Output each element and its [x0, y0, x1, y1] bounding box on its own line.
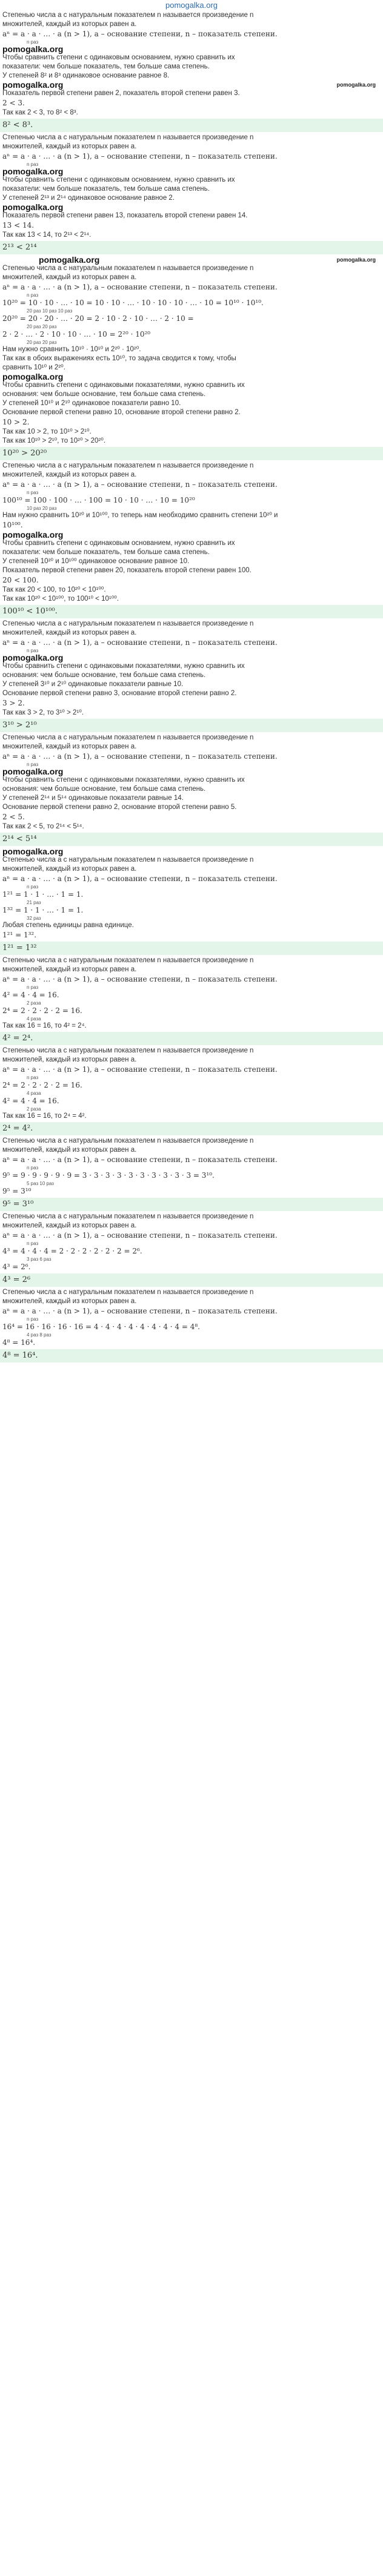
site-title[interactable]: pomogalka.org	[165, 1, 218, 10]
formula-under-label: 4 раз 8 раз	[27, 1332, 52, 1338]
rule-line: Любая степень единицы равна единице.	[2, 922, 134, 929]
definition-formula: aⁿ = a · a · … · a (n > 1), a – основание степени, n – показатель степени.	[2, 30, 278, 38]
watermark-logo: pomogalka.org	[2, 202, 64, 212]
formula-under-label: 10 раз 20 раз	[27, 506, 57, 511]
watermark-logo: pomogalka.org	[2, 167, 64, 176]
formula-under-label: 3 раз 6 раз	[27, 1257, 52, 1262]
step-line: Нам нужно сравнить 10¹⁰ · 10¹⁰ и 2²⁰ · 10²⁰.	[2, 346, 141, 353]
definition-line-2: множителей, каждый из которых равен a.	[2, 743, 137, 750]
rule-line-2: показатели: чем больше показатель, тем больше сама степень.	[2, 549, 210, 556]
answer-highlight: 2¹⁴ < 5¹⁴	[0, 833, 383, 846]
step-line: У степеней 8² и 8³ одинаковое основание равное 8.	[2, 72, 170, 79]
solution-block-8	[2, 956, 381, 1045]
step-line: 10¹⁰⁰.	[2, 521, 23, 529]
solution-block-1	[2, 11, 381, 132]
definition-formula: aⁿ = a · a · … · a (n > 1), a – основание степени, n – показатель степени.	[2, 1155, 278, 1164]
formula-line: 20²⁰ = 20 · 20 · … · 20 = 2 · 10 · 2 · 10 · … · 2 · 10 =	[2, 314, 194, 323]
watermark-logo: pomogalka.org	[2, 530, 64, 540]
step-line: 9⁵ = 3¹⁰	[2, 1187, 32, 1195]
formula-under-label: 20 раз 20 раз	[27, 324, 57, 329]
formula-line: 16⁴ = 16 · 16 · 16 · 16 = 4 · 4 · 4 · 4 · 4 · 4 · 4 · 4 = 4⁸.	[2, 1323, 200, 1331]
step-line: Так как 13 < 14, то 2¹³ < 2¹⁴.	[2, 231, 92, 239]
definition-line-1: Степенью числа a с натуральным показателем n называется произведение n	[2, 856, 254, 864]
step-line: 10 > 2.	[2, 418, 30, 426]
rule-line-1: Чтобы сравнить степени с одинаковыми показателями, нужно сравнить их	[2, 776, 245, 784]
solution-block-12	[2, 1288, 381, 1362]
rule-line-1: Чтобы сравнить степени с одинаковым основанием, нужно сравнить их	[2, 176, 235, 183]
formula-line: 1²¹ = 1 · 1 · … · 1 = 1.	[2, 890, 84, 899]
step-line: сравнить 10¹⁰ и 2²⁰.	[2, 364, 65, 371]
formula-line: 2 · 2 · … · 2 · 10 · 10 · … · 10 = 2²⁰ · 10²⁰	[2, 330, 151, 339]
step-line: Так как в обоих выражениях есть 10¹⁰, то задача сводится к тому, чтобы	[2, 355, 236, 362]
definition-formula: aⁿ = a · a · … · a (n > 1), a – основание степени, n – показатель степени.	[2, 283, 278, 291]
definition-under-label: n раз	[27, 292, 39, 298]
step-line: Показатель первой степени равен 2, показатель второй степени равен 3.	[2, 90, 240, 97]
formula-under-label: 5 раз 10 раз	[27, 1181, 54, 1186]
definition-line-2: множителей, каждый из которых равен a.	[2, 1222, 137, 1229]
solution-block-10	[2, 1137, 381, 1211]
answer-highlight: 9⁵ = 3¹⁰	[0, 1198, 383, 1211]
answer-highlight: 3¹⁰ > 2¹⁰	[0, 719, 383, 732]
step-line: Показатель первой степени равен 13, показатель второй степени равен 14.	[2, 212, 248, 219]
formula-line: 1³² = 1 · 1 · … · 1 = 1.	[2, 906, 84, 914]
rule-line-2: показатели: чем больше показатель, тем больше сама степень.	[2, 185, 210, 193]
formula-line: 2⁴ = 2 · 2 · 2 · 2 = 16.	[2, 1081, 82, 1089]
definition-formula: aⁿ = a · a · … · a (n > 1), a – основание степени, n – показатель степени.	[2, 152, 278, 160]
definition-line-1: Степенью числа a с натуральным показателем n называется произведение n	[2, 1137, 254, 1144]
solutions-content	[0, 11, 383, 1362]
definition-under-label: n раз	[27, 1075, 39, 1080]
solution-block-4	[2, 461, 381, 618]
step-line: Основание первой степени равно 10, основание второй степени равно 2.	[2, 409, 241, 416]
definition-line-2: множителей, каждый из которых равен a.	[2, 966, 137, 973]
definition-line-1: Степенью числа a с натуральным показателем n называется произведение n	[2, 734, 254, 741]
watermark-logo: pomogalka.org	[2, 372, 64, 381]
rule-line-1: Чтобы сравнить степени с одинаковым основанием, нужно сравнить их	[2, 54, 235, 61]
step-line: Так как 10²⁰ < 10¹⁰⁰, то 100¹⁰ < 10¹⁰⁰.	[2, 595, 119, 603]
definition-line-1: Степенью числа a с натуральным показателем n называется произведение n	[2, 1047, 254, 1054]
step-line: У степеней 10¹⁰ и 2¹⁰ одинаковое показатели равно 10.	[2, 400, 181, 407]
step-line: Так как 16 = 16, то 4² = 2⁴.	[2, 1022, 87, 1029]
step-line: 20 < 100.	[2, 576, 39, 584]
answer-highlight: 2⁴ = 4².	[0, 1122, 383, 1135]
step-line: Так как 16 = 16, то 2⁴ = 4².	[2, 1112, 87, 1120]
rule-line-2: основания: чем больше основание, тем больше сама степень.	[2, 391, 206, 398]
rule-line-2: основания: чем больше основание, тем больше сама степень.	[2, 785, 206, 793]
definition-under-label: n раз	[27, 162, 39, 167]
definition-formula: aⁿ = a · a · … · a (n > 1), a – основание степени, n – показатель степени.	[2, 752, 278, 761]
answer-highlight: 4⁸ = 16⁴.	[0, 1349, 383, 1362]
formula-under-label: 20 раз 20 раз	[27, 340, 57, 345]
rule-line-2: показатели: чем больше показатель, тем больше сама степень.	[2, 63, 210, 70]
watermark-logo: pomogalka.org	[2, 847, 64, 856]
formula-line: 10²⁰ = 10 · 10 · … · 10 = 10 · 10 · … · 10 · 10 · 10 · … · 10 = 10¹⁰ · 10¹⁰.	[2, 299, 264, 307]
definition-line-1: Степенью числа a с натуральным показателем n называется произведение n	[2, 620, 254, 627]
definition-under-label: n раз	[27, 1165, 39, 1171]
answer-highlight: 10²⁰ > 20²⁰	[0, 447, 383, 460]
definition-line-1: Степенью числа a с натуральным показателем n называется произведение n	[2, 957, 254, 964]
formula-line: 2⁴ = 2 · 2 · 2 · 2 = 16.	[2, 1006, 82, 1015]
step-line: Основание первой степени равно 3, основание второй степени равно 2.	[2, 690, 237, 697]
formula-line: 100¹⁰ = 100 · 100 · … · 100 = 10 · 10 · … · 10 = 10²⁰	[2, 496, 195, 504]
step-line: 4⁸ = 16⁴.	[2, 1338, 36, 1347]
answer-highlight: 100¹⁰ < 10¹⁰⁰.	[0, 605, 383, 618]
definition-under-label: n раз	[27, 1316, 39, 1322]
step-line: У степеней 2¹³ и 2¹⁴ одинаковое основание равное 2.	[2, 194, 175, 202]
watermark-logo: pomogalka.org	[2, 767, 64, 776]
definition-under-label: n раз	[27, 985, 39, 990]
watermark-logo: pomogalka.org	[2, 653, 64, 662]
formula-line: 4³ = 4 · 4 · 4 = 2 · 2 · 2 · 2 · 2 · 2 = 2⁶.	[2, 1247, 142, 1255]
step-line: Основание первой степени равно 2, основание второй степени равно 5.	[2, 804, 237, 811]
definition-line-1: Степенью числа a с натуральным показателем n называется произведение n	[2, 1289, 254, 1296]
definition-formula: aⁿ = a · a · … · a (n > 1), a – основание степени, n – показатель степени.	[2, 1065, 278, 1074]
definition-under-label: n раз	[27, 39, 39, 45]
definition-under-label: n раз	[27, 762, 39, 767]
definition-line-2: множителей, каждый из которых равен a.	[2, 1298, 137, 1305]
step-line: У степеней 3¹⁰ и 2¹⁰ одинаковые показатели равные 10.	[2, 681, 184, 688]
step-line: Так как 20 < 100, то 10²⁰ < 10¹⁰⁰.	[2, 586, 106, 593]
definition-formula: aⁿ = a · a · … · a (n > 1), a – основание степени, n – показатель степени.	[2, 480, 278, 489]
definition-formula: aⁿ = a · a · … · a (n > 1), a – основание степени, n – показатель степени.	[2, 975, 278, 983]
definition-under-label: n раз	[27, 490, 39, 495]
definition-line-2: множителей, каждый из которых равен a.	[2, 1056, 137, 1063]
solution-block-5	[2, 619, 381, 732]
definition-formula: aⁿ = a · a · … · a (n > 1), a – основание степени, n – показатель степени.	[2, 1231, 278, 1240]
answer-highlight: 4³ = 2⁶	[0, 1273, 383, 1287]
solution-block-3	[2, 256, 381, 460]
rule-line-1: Чтобы сравнить степени с одинаковыми показателями, нужно сравнить их	[2, 662, 245, 670]
step-line: Нам нужно сравнить 10²⁰ и 10¹⁰⁰, то теперь нам необходимо сравнить степени 10²⁰ и	[2, 512, 278, 519]
solution-block-2	[2, 133, 381, 254]
answer-highlight: 1²¹ = 1³²	[0, 942, 383, 955]
step-line: 2 < 3.	[2, 99, 25, 107]
solution-block-11	[2, 1212, 381, 1287]
step-line: Так как 10 > 2, то 10¹⁰ > 2¹⁰.	[2, 428, 92, 435]
formula-under-label: 32 раз	[27, 916, 41, 921]
formula-under-label: 2 раза	[27, 1106, 41, 1112]
formula-under-label: 20 раз 10 раз 10 раз	[27, 308, 73, 314]
definition-line-2: множителей, каждый из которых равен a.	[2, 471, 137, 478]
solution-block-6	[2, 733, 381, 846]
step-line: Так как 2 < 3, то 8² < 8³.	[2, 109, 78, 116]
step-line: 2 < 5.	[2, 813, 25, 821]
answer-highlight: 4² = 2⁴.	[0, 1032, 383, 1045]
step-line: Так как 3 > 2, то 3¹⁰ > 2¹⁰.	[2, 709, 84, 716]
formula-line: 4² = 4 · 4 = 16.	[2, 1097, 59, 1105]
definition-line-1: Степенью числа a с натуральным показателем n называется произведение n	[2, 134, 254, 141]
step-line: У степеней 10²⁰ и 10¹⁰⁰ одинаковое основание равное 10.	[2, 558, 190, 565]
definition-line-2: множителей, каждый из которых равен a.	[2, 865, 137, 873]
step-line: Показатель первой степени равен 20, показатель второй степени равен 100.	[2, 567, 251, 574]
formula-under-label: 4 раза	[27, 1016, 41, 1022]
rule-line-1: Чтобы сравнить степени с одинаковым основанием, нужно сравнить их	[2, 540, 235, 547]
definition-line-2: множителей, каждый из которых равен a.	[2, 143, 137, 150]
step-line: 3 > 2.	[2, 699, 25, 707]
step-line: Так как 2 < 5, то 2¹⁴ < 5¹⁴.	[2, 823, 84, 830]
rule-line-2: основания: чем больше основание, тем больше сама степень.	[2, 672, 206, 679]
definition-formula: aⁿ = a · a · … · a (n > 1), a – основание степени, n – показатель степени.	[2, 638, 278, 647]
watermark-logo: pomogalka.org	[2, 44, 64, 54]
definition-line-1: Степенью числа a с натуральным показателем n называется произведение n	[2, 12, 254, 19]
formula-line: 9⁵ = 9 · 9 · 9 · 9 · 9 = 3 · 3 · 3 · 3 · 3 · 3 · 3 · 3 · 3 · 3 = 3¹⁰.	[2, 1171, 215, 1180]
definition-formula: aⁿ = a · a · … · a (n > 1), a – основание степени, n – показатель степени.	[2, 874, 278, 883]
step-line: У степеней 2¹⁴ и 5¹⁴ одинаковые показатели равные 14.	[2, 794, 184, 802]
definition-under-label: n раз	[27, 648, 39, 653]
definition-line-1: Степенью числа a с натуральным показателем n называется произведение n	[2, 462, 254, 469]
definition-line-2: множителей, каждый из которых равен a.	[2, 21, 137, 28]
watermark-logo: pomogalka.org pomogalka.org	[39, 255, 376, 265]
watermark-small: pomogalka.org	[336, 82, 376, 88]
formula-under-label: 21 раз	[27, 900, 41, 905]
answer-highlight: 2¹³ < 2¹⁴	[0, 241, 383, 254]
step-line: Так как 10¹⁰ > 2¹⁰, то 10²⁰ > 20²⁰.	[2, 437, 106, 444]
watermark-logo: pomogalka.org pomogalka.org	[2, 80, 376, 90]
definition-line-1: Степенью числа a с натуральным показателем n называется произведение n	[2, 1213, 254, 1220]
definition-under-label: n раз	[27, 884, 39, 890]
formula-under-label: 4 раза	[27, 1091, 41, 1096]
step-line: 4³ = 2⁶.	[2, 1263, 31, 1271]
definition-line-1: Степенью числа a с натуральным показателем n называется произведение n	[2, 265, 254, 272]
solution-block-9	[2, 1046, 381, 1135]
definition-under-label: n раз	[27, 1241, 39, 1246]
answer-highlight: 8² < 8³.	[0, 119, 383, 132]
definition-line-2: множителей, каждый из которых равен a.	[2, 274, 137, 281]
definition-line-2: множителей, каждый из которых равен a.	[2, 1146, 137, 1154]
definition-line-2: множителей, каждый из которых равен a.	[2, 629, 137, 636]
solution-block-7	[2, 847, 381, 955]
step-line: 1²¹ = 1³².	[2, 931, 37, 939]
definition-formula: aⁿ = a · a · … · a (n > 1), a – основание степени, n – показатель степени.	[2, 1307, 278, 1315]
formula-under-label: 2 раза	[27, 1000, 41, 1006]
watermark-small: pomogalka.org	[336, 257, 376, 263]
step-line: 13 < 14.	[2, 221, 35, 230]
formula-line: 4² = 4 · 4 = 16.	[2, 991, 59, 999]
rule-line-1: Чтобы сравнить степени с одинаковыми показателями, нужно сравнить их	[2, 381, 245, 389]
